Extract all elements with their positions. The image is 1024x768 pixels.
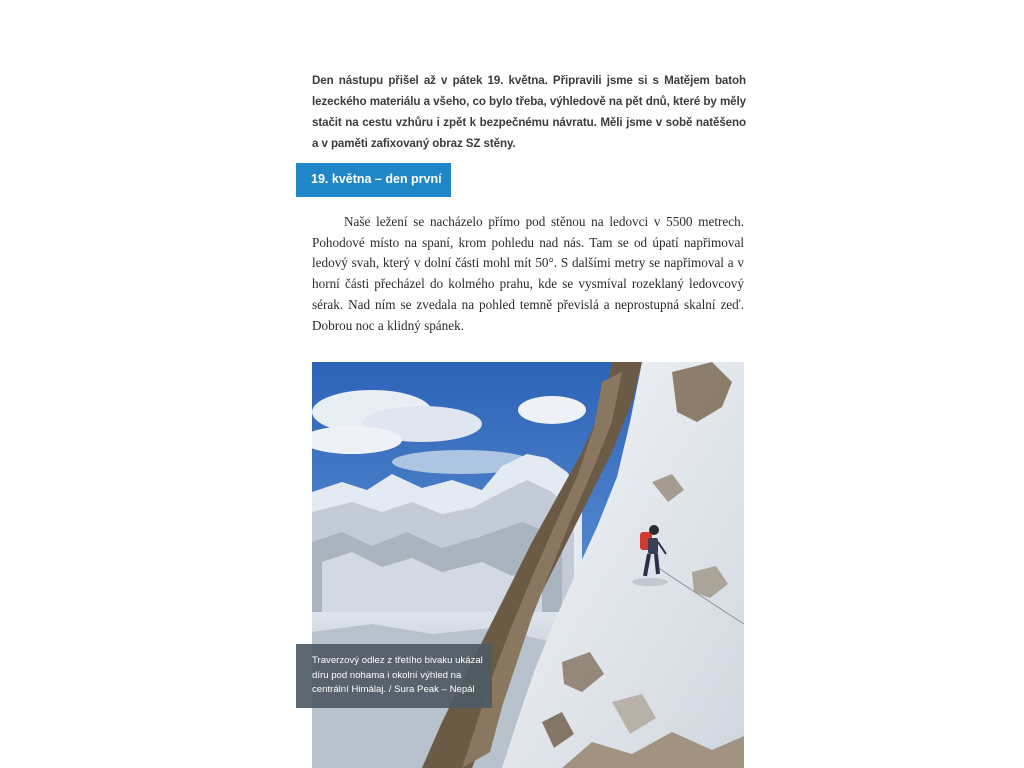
section-heading-box <box>296 163 451 197</box>
body-paragraph: Naše ležení se nacházelo přímo pod stěnou na ledovci v 5500 metrech. Pohodové místo na spaní, krom pohledu nad nás. Tam se od úpatí napřimoval ledový svah, který v dolní části mohl mít 50°. S dalšími metry se napřimoval a v horní části přecházel do kolmého prahu, kde se vysmíval rozeklaný ledovcový sérak. Nad ním se zvedala na pohled temně převislá a neprostupná skalní zeď. Dobrou noc a klidný spánek. <box>312 214 744 333</box>
section-heading: 19. května – den první <box>311 172 442 186</box>
photo-caption: Traverzový odlez z třetího bivaku ukázal díru pod nohama i okolní výhled na centrální Himálaj. / Sura Peak – Nepál <box>312 655 483 695</box>
photo-caption-box <box>296 644 492 708</box>
section-body <box>312 212 744 336</box>
intro-paragraph: Den nástupu přišel až v pátek 19. května. Připravili jsme si s Matějem batoh lezeckého materiálu a všeho, co bylo třeba, výhledově na pět dnů, které by měly stačit na cestu vzhůru i zpět k bezpečnému návratu. Měli jsme v sobě natěšeno a v paměti zafixovaný obraz SZ stěny. <box>312 74 746 150</box>
